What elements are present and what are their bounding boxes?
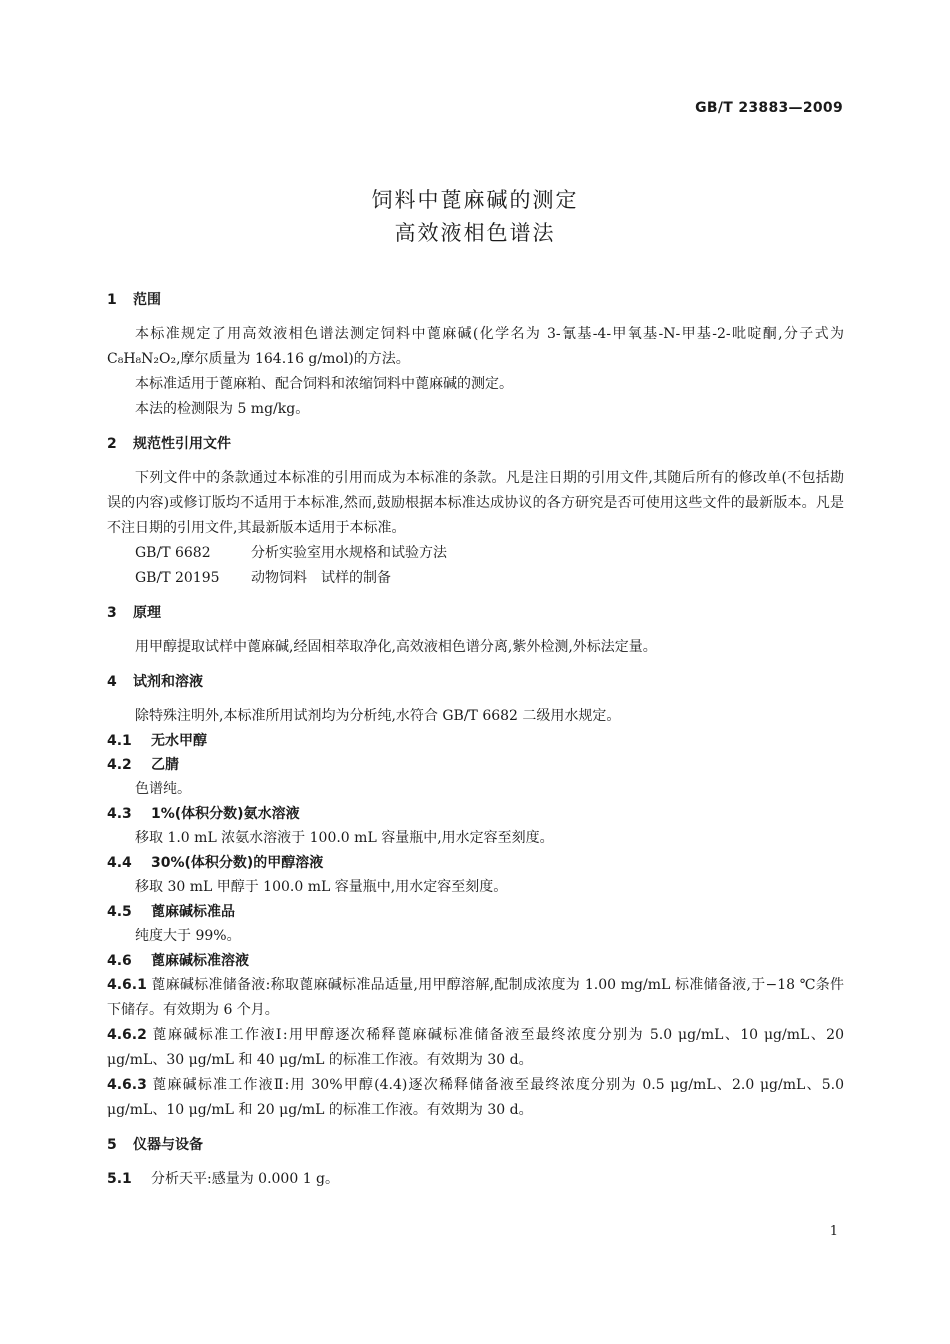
reference-item <box>107 566 844 591</box>
subsection-4-6-heading <box>107 949 844 973</box>
clause-text: 蓖麻碱标准工作液Ⅰ:用甲醇逐次稀释蓖麻碱标准储备液至最终浓度分别为 5.0 μg/mL、10 μg/mL、20 μg/mL、30 μg/mL 和 40 μg/mL 的标准工作液。有效期为 30 d。 <box>107 1027 844 1068</box>
subsection-4-2-heading <box>107 753 844 777</box>
clause-text: 分析天平:感量为 0.000 1 g。 <box>151 1171 340 1187</box>
section-number: 5 <box>107 1137 117 1153</box>
subsection-text: 移取 30 mL 甲醇于 100.0 mL 容量瓶中,用水定容至刻度。 <box>135 879 508 895</box>
section-title: 仪器与设备 <box>133 1137 203 1153</box>
detection-limit: 本法的检测限为 5 mg/kg。 <box>135 401 310 417</box>
section-number: 2 <box>107 436 117 452</box>
subsection-4-5-heading <box>107 900 844 924</box>
reference-code: GB/T 6682 <box>135 545 211 561</box>
subsection-text: 移取 1.0 mL 浓氨水溶液于 100.0 mL 容量瓶中,用水定容至刻度。 <box>135 830 554 846</box>
subsection-number: 4.1 <box>107 733 132 749</box>
section-4-heading <box>107 670 844 694</box>
section-title: 规范性引用文件 <box>133 436 231 452</box>
subsection-text: 色谱纯。 <box>135 781 191 797</box>
clause-number: 4.6.2 <box>107 1027 147 1043</box>
clause-4-6-2 <box>107 1023 844 1073</box>
page-number: 1 <box>829 1224 838 1239</box>
scope-paragraph: 本标准规定了用高效液相色谱法测定饲料中蓖麻碱(化学名为 3-氰基-4-甲氧基-N-甲基-2-吡啶酮,分子式为 C₈H₈N₂O₂,摩尔质量为 164.16 g/mol)的方法。 <box>107 326 844 367</box>
section-number: 4 <box>107 674 117 690</box>
reference-title: 分析实验室用水规格和试验方法 <box>251 545 447 561</box>
subsection-4-1-heading <box>107 729 844 753</box>
subsection-4-3-heading <box>107 802 844 826</box>
subsection-title: 无水甲醇 <box>151 733 207 749</box>
reference-item <box>107 541 844 566</box>
section-2-heading <box>107 432 844 456</box>
section-3-heading <box>107 601 844 625</box>
standard-number: GB/T 23883—2009 <box>695 100 843 116</box>
subsection-number: 4.5 <box>107 904 132 920</box>
subsection-title: 蓖麻碱标准溶液 <box>151 953 249 969</box>
subsection-title: 蓖麻碱标准品 <box>151 904 235 920</box>
subsection-number: 4.4 <box>107 855 132 871</box>
reagents-intro: 除特殊注明外,本标准所用试剂均为分析纯,水符合 GB/T 6682 二级用水规定。 <box>135 708 621 724</box>
scope-applicability: 本标准适用于蓖麻粕、配合饲料和浓缩饲料中蓖麻碱的测定。 <box>135 376 513 392</box>
clause-5-1 <box>107 1167 844 1192</box>
document-subtitle: 高效液相色谱法 <box>394 221 556 245</box>
section-title: 范围 <box>133 292 161 308</box>
subsection-number: 4.6 <box>107 953 132 969</box>
subsection-title: 乙腈 <box>151 757 179 773</box>
section-title: 试剂和溶液 <box>133 674 203 690</box>
section-number: 1 <box>107 292 117 308</box>
clause-number: 5.1 <box>107 1171 132 1187</box>
subsection-number: 4.3 <box>107 806 132 822</box>
clause-text: 蓖麻碱标准储备液:称取蓖麻碱标准品适量,用甲醇溶解,配制成浓度为 1.00 mg/mL 标准储备液,于−18 ℃条件下储存。有效期为 6 个月。 <box>107 977 844 1018</box>
clause-4-6-3 <box>107 1073 844 1123</box>
document-title: 饲料中蓖麻碱的测定 <box>371 188 579 212</box>
clause-4-6-1 <box>107 973 844 1023</box>
subsection-number: 4.2 <box>107 757 132 773</box>
clause-text: 蓖麻碱标准工作液Ⅱ:用 30%甲醇(4.4)逐次稀释储备液至最终浓度分别为 0.5 μg/mL、2.0 μg/mL、5.0 μg/mL、10 μg/mL 和 20 μg/mL 的标准工作液。有效期为 30 d。 <box>107 1077 844 1118</box>
clause-number: 4.6.1 <box>107 977 147 993</box>
section-5-heading <box>107 1133 844 1157</box>
reference-title: 动物饲料 试样的制备 <box>251 570 391 586</box>
section-title: 原理 <box>133 605 161 621</box>
reference-code: GB/T 20195 <box>135 570 220 586</box>
document-body <box>107 288 844 1192</box>
subsection-4-4-heading <box>107 851 844 875</box>
clause-number: 4.6.3 <box>107 1077 147 1093</box>
principle-paragraph: 用甲醇提取试样中蓖麻碱,经固相萃取净化,高效液相色谱分离,紫外检测,外标法定量。 <box>135 639 657 655</box>
subsection-text: 纯度大于 99%。 <box>135 928 241 944</box>
section-1-heading <box>107 288 844 312</box>
subsection-title: 30%(体积分数)的甲醇溶液 <box>151 855 324 871</box>
normative-references-paragraph: 下列文件中的条款通过本标准的引用而成为本标准的条款。凡是注日期的引用文件,其随后所有的修改单(不包括勘误的内容)或修订版均不适用于本标准,然而,鼓励根据本标准达成协议的各方研究是否可使用这些文件的最新版本。凡是不注日期的引用文件,其最新版本适用于本标准。 <box>107 470 844 536</box>
section-number: 3 <box>107 605 117 621</box>
subsection-title: 1%(体积分数)氨水溶液 <box>151 806 300 822</box>
